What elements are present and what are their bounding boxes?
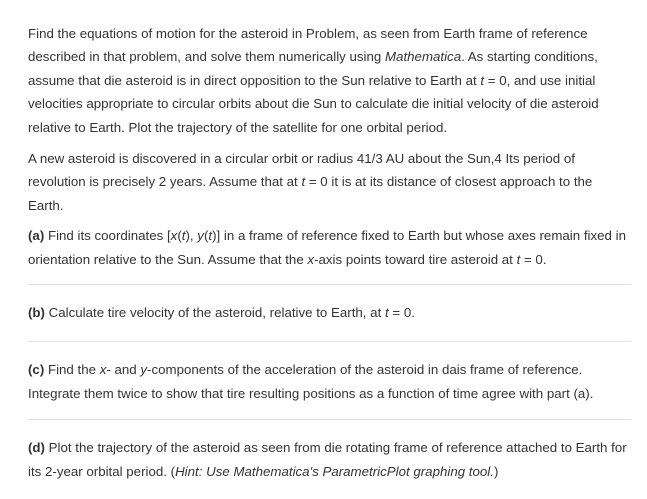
divider: [28, 284, 631, 285]
time-variable: t: [480, 72, 485, 88]
divider: [28, 341, 631, 342]
intro-paragraph: [28, 22, 627, 139]
part-a-text: (: [203, 228, 209, 244]
part-c-label: (c): [28, 362, 45, 378]
hint-text: graphing tool.: [413, 463, 494, 479]
time-variable: t: [384, 305, 389, 321]
intro-text: . As starting conditions, assume that die asteroid is in direct opposition to the Sun relative to Earth at: [28, 49, 598, 88]
hint-text: Hint: Use Mathematica's: [175, 463, 319, 479]
part-c-text: - and: [106, 362, 141, 378]
part-d-text: ): [493, 463, 499, 479]
y-variable: y: [140, 362, 148, 378]
part-a-text: = 0.: [520, 251, 547, 267]
part-a-text: )] in a frame of reference fixed to Earth but whose axes remain fixed in orientation relative to the Sun. Assume that the: [28, 228, 626, 267]
part-d: [28, 436, 627, 483]
time-variable: t: [181, 228, 186, 244]
divider: [28, 419, 631, 420]
time-variable: t: [208, 228, 213, 244]
y-variable: y: [197, 228, 204, 244]
problem-statement: [28, 147, 627, 217]
part-c: [28, 358, 627, 405]
part-b-text: Calculate tire velocity of the asteroid, relative to Earth, at: [44, 305, 385, 321]
part-b-text: = 0.: [388, 305, 415, 321]
part-a-text: Find its coordinates [: [44, 228, 171, 244]
part-d-label: (d): [28, 440, 45, 456]
intro-text: Find the equations of motion for the asteroid in Problem, as seen from Earth frame of reference described in that problem, and solve them numerically using: [28, 26, 588, 65]
x-variable: x: [99, 362, 107, 378]
hint-text: ParametricPlot: [318, 463, 414, 479]
part-c-text: -components of the acceleration of the asteroid in dais frame of reference. Integrate them twice to show that tire resulting positions as a function of time agree with part (a).: [28, 362, 594, 401]
time-variable: t: [301, 174, 306, 190]
part-a-text: (: [177, 228, 182, 244]
part-a: [28, 224, 627, 271]
statement-text: A new asteroid is discovered in a circular orbit or radius 41/3 AU about the Sun,4 Its period of revolution is precisely 2 years. Assume that at: [28, 151, 575, 190]
intro-text: = 0, and use initial velocities appropriate to circular orbits about die Sun to calculate die initial velocity of die asteroid relative to Earth. Plot the trajectory of the satellite for one orbital period.: [28, 72, 599, 135]
part-c-text: Find the: [44, 362, 100, 378]
time-variable: t: [516, 251, 521, 267]
part-a-label: (a): [28, 228, 45, 244]
part-b-label: (b): [28, 305, 45, 321]
part-a-text: -axis points toward tire asteroid at: [314, 251, 517, 267]
part-b: [28, 301, 627, 324]
x-variable: x: [170, 228, 178, 244]
statement-text: = 0 it is at its distance of closest approach to the Earth.: [28, 174, 593, 213]
x-axis-variable: x: [307, 251, 315, 267]
part-a-text: ),: [185, 228, 198, 244]
software-name: Mathematica: [384, 49, 462, 65]
part-d-text: Plot the trajectory of the asteroid as seen from die rotating frame of reference attached to Earth for its 2-year orbital period. (: [28, 440, 627, 479]
